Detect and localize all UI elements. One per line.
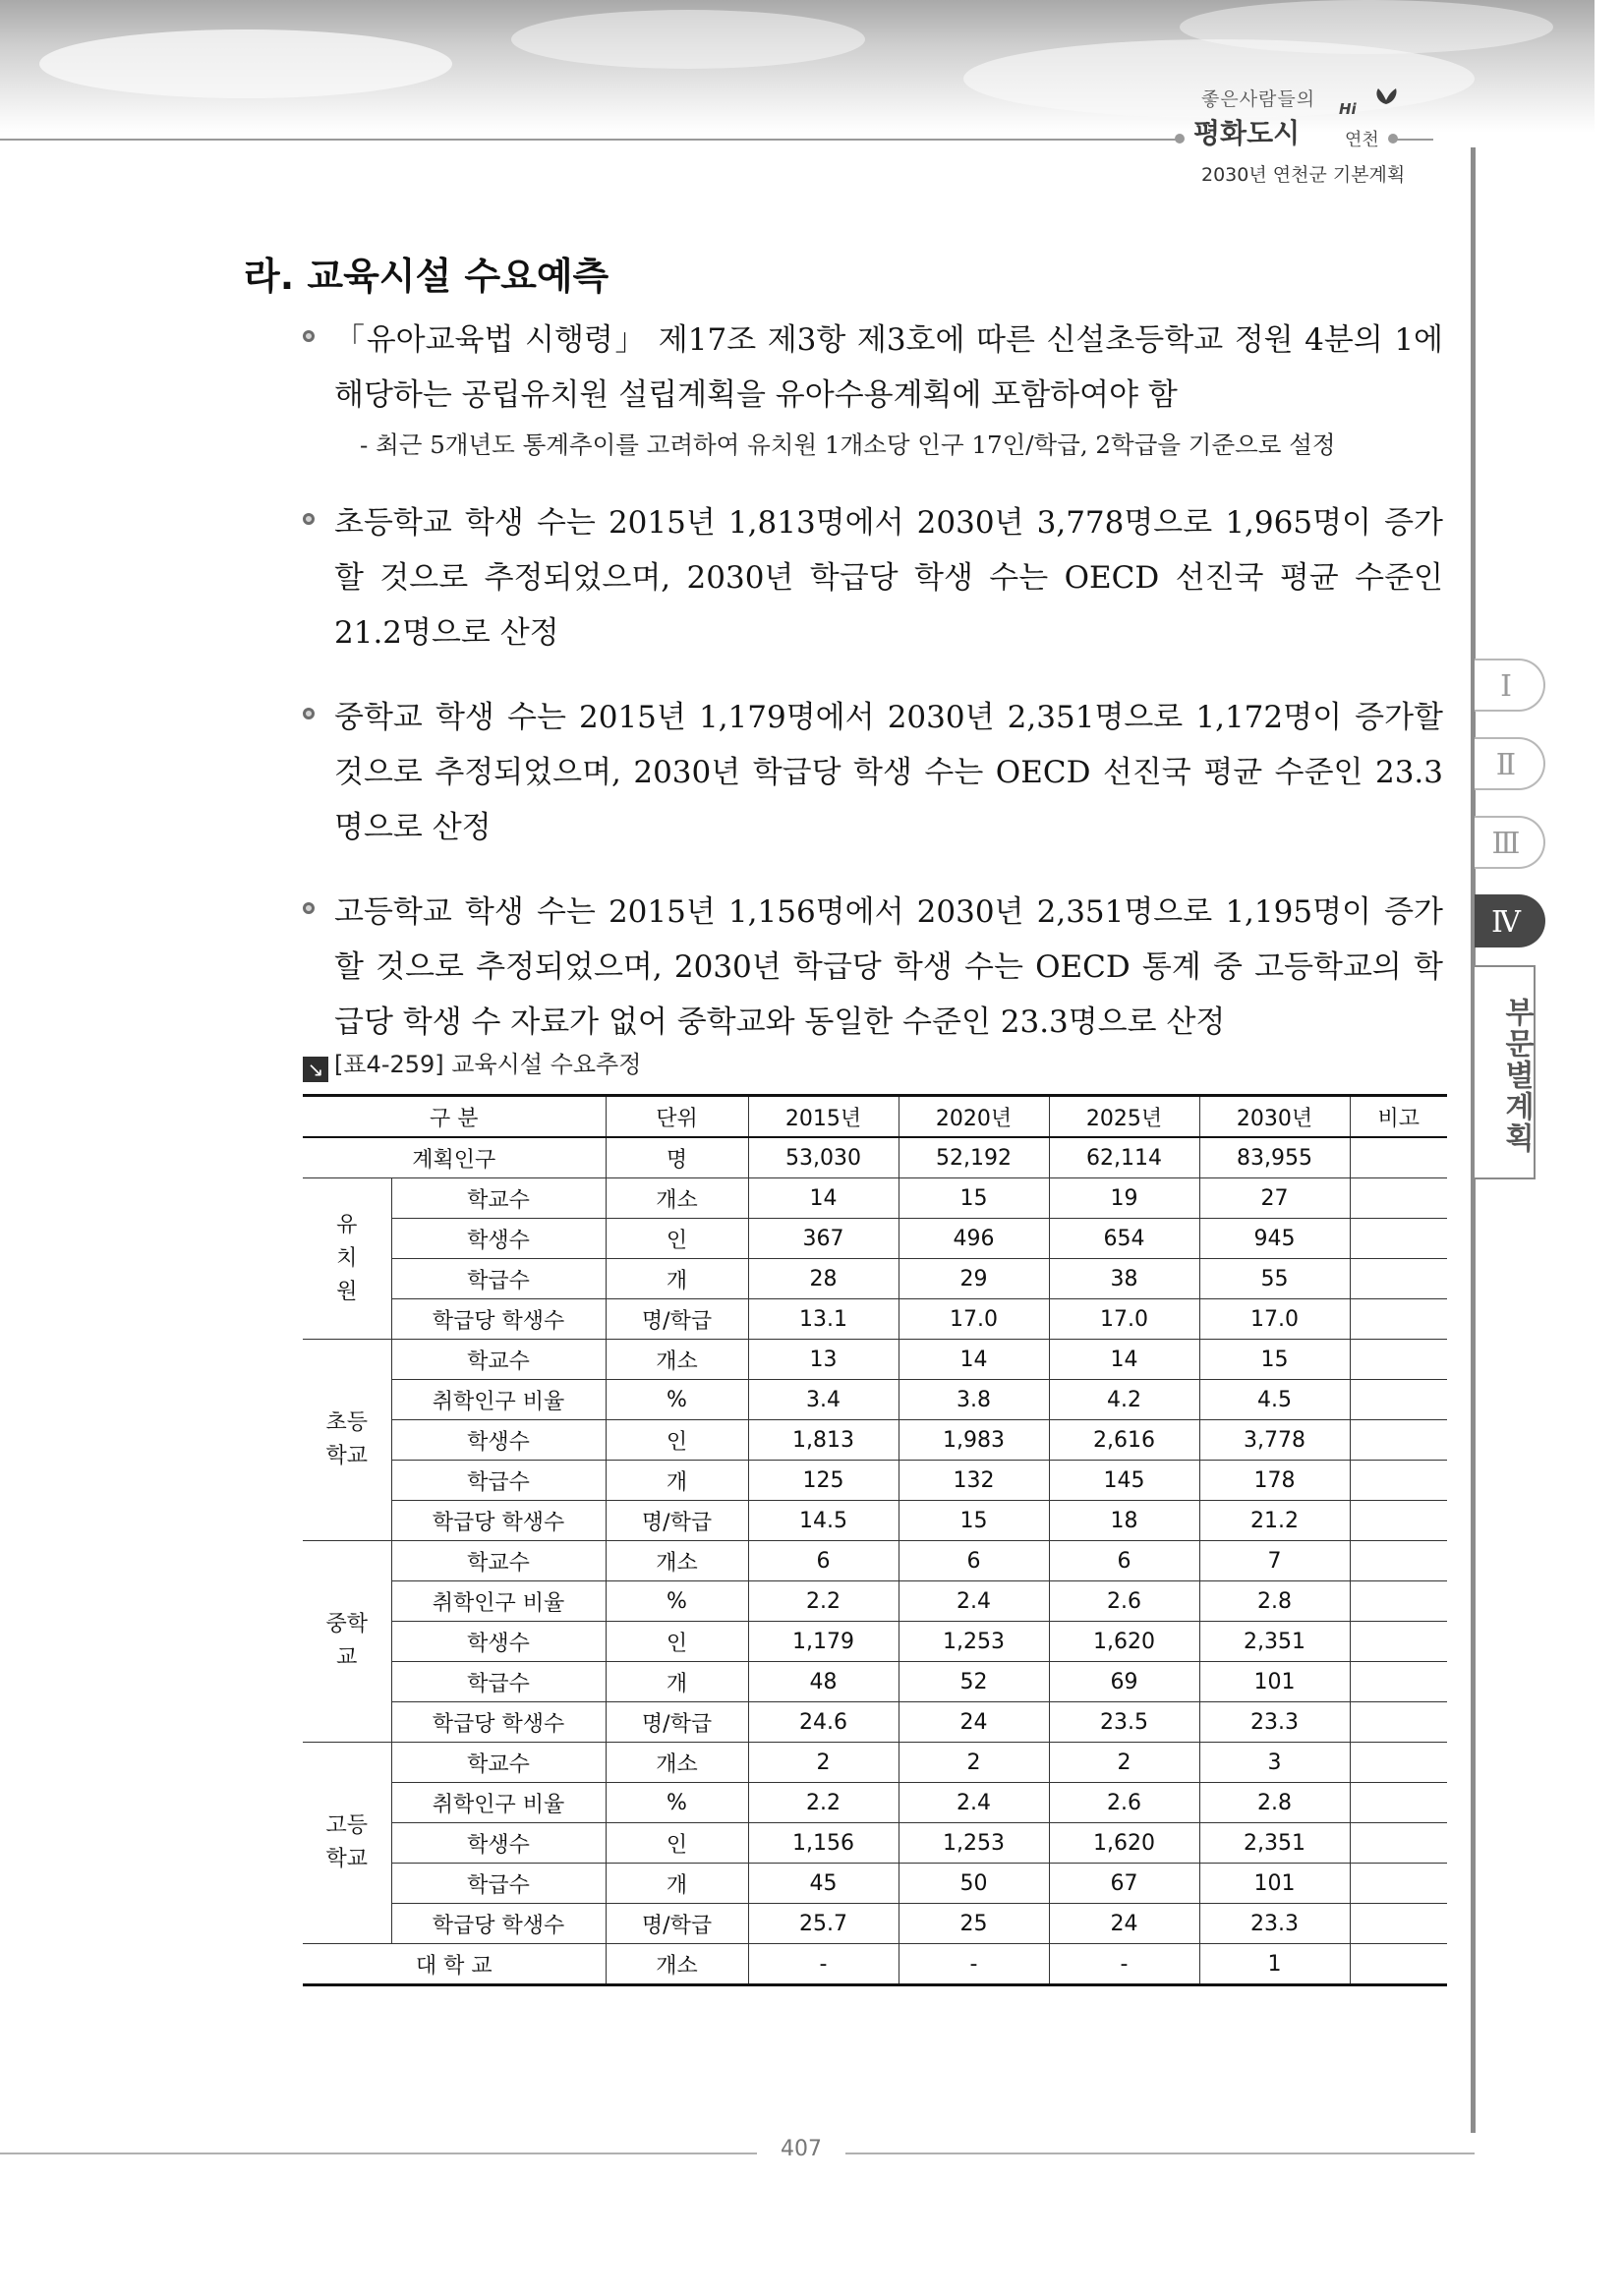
value-cell: 1,253 (899, 1823, 1049, 1864)
table-row (303, 1178, 1447, 1219)
value-cell: 14 (1049, 1340, 1199, 1380)
value-cell: 6 (748, 1541, 899, 1581)
row-label: 학생수 (391, 1219, 606, 1259)
note-cell (1350, 1622, 1447, 1662)
value-cell: 83,955 (1199, 1137, 1350, 1178)
note-cell (1350, 1461, 1447, 1501)
unit-cell: 인 (606, 1622, 748, 1662)
bullet-icon (303, 330, 315, 342)
bullet-text: 「유아교육법 시행령」 제17조 제3항 제3호에 따른 신설초등학교 정원 4분의 1에 해당하는 공립유치원 설립계획을 유아수용계획에 포함하여야 함 (334, 322, 1443, 413)
logo-city: 연천 (1345, 130, 1379, 150)
education-facility-table (303, 1094, 1447, 1986)
value-cell: 18 (1049, 1501, 1199, 1541)
value-cell: 15 (899, 1501, 1049, 1541)
value-cell: 28 (748, 1259, 899, 1299)
value-cell: 6 (899, 1541, 1049, 1581)
value-cell: 19 (1049, 1178, 1199, 1219)
note-cell (1350, 1340, 1447, 1380)
unit-cell: % (606, 1783, 748, 1823)
row-label: 학급당 학생수 (391, 1904, 606, 1944)
value-cell: 48 (748, 1662, 899, 1702)
value-cell: 50 (899, 1864, 1049, 1904)
unit-cell: % (606, 1581, 748, 1622)
note-cell (1350, 1783, 1447, 1823)
unit-cell: 개소 (606, 1541, 748, 1581)
bullet-item (303, 495, 1443, 660)
logo-title: 평화도시 (1193, 117, 1301, 149)
value-cell: 2,351 (1199, 1823, 1350, 1864)
value-cell: - (748, 1944, 899, 1985)
value-cell: - (899, 1944, 1049, 1985)
table-row (303, 1380, 1447, 1420)
row-label: 학교수 (391, 1541, 606, 1581)
value-cell: 1,813 (748, 1420, 899, 1461)
note-cell (1350, 1541, 1447, 1581)
value-cell: 13 (748, 1340, 899, 1380)
unit-cell: 인 (606, 1823, 748, 1864)
table-row (303, 1743, 1447, 1783)
column-header: 구 분 (303, 1096, 606, 1138)
cloud-decoration (511, 10, 865, 69)
table-row (303, 1864, 1447, 1904)
value-cell: 2,351 (1199, 1622, 1350, 1662)
column-header: 단위 (606, 1096, 748, 1138)
row-label: 학급수 (391, 1259, 606, 1299)
unit-cell: 개소 (606, 1178, 748, 1219)
value-cell: 69 (1049, 1662, 1199, 1702)
note-cell (1350, 1259, 1447, 1299)
note-cell (1350, 1380, 1447, 1420)
value-cell: 53,030 (748, 1137, 899, 1178)
unit-cell: 명/학급 (606, 1702, 748, 1743)
table-row (303, 1299, 1447, 1340)
unit-cell: 인 (606, 1219, 748, 1259)
row-label: 학급당 학생수 (391, 1702, 606, 1743)
value-cell: 178 (1199, 1461, 1350, 1501)
note-cell (1350, 1823, 1447, 1864)
unit-cell: 개 (606, 1662, 748, 1702)
tab-chapter-4[interactable]: Ⅳ (1475, 894, 1545, 947)
value-cell: 3.8 (899, 1380, 1049, 1420)
value-cell: 101 (1199, 1864, 1350, 1904)
document-subtitle: 2030년 연천군 기본계획 (1201, 164, 1406, 186)
table-caption-text: [표4-259] 교육시설 수요추정 (334, 1051, 642, 1078)
value-cell: 17.0 (899, 1299, 1049, 1340)
table-row (303, 1702, 1447, 1743)
value-cell: 7 (1199, 1541, 1350, 1581)
value-cell: 2.2 (748, 1581, 899, 1622)
bullet-subnote: - 최근 5개년도 통계추이를 고려하여 유치원 1개소당 인구 17인/학급, 2학급을 기준으로 설정 (360, 430, 1336, 459)
value-cell: 23.3 (1199, 1904, 1350, 1944)
value-cell: 496 (899, 1219, 1049, 1259)
value-cell: 24 (899, 1702, 1049, 1743)
unit-cell: 인 (606, 1420, 748, 1461)
unit-cell: 개소 (606, 1743, 748, 1783)
value-cell: - (1049, 1944, 1199, 1985)
table-caption (303, 1045, 641, 1082)
bullet-item (303, 885, 1443, 1050)
table-row (303, 1581, 1447, 1622)
value-cell: 2.8 (1199, 1581, 1350, 1622)
note-cell (1350, 1743, 1447, 1783)
value-cell: 21.2 (1199, 1501, 1350, 1541)
column-header: 2030년 (1199, 1096, 1350, 1138)
value-cell: 25.7 (748, 1904, 899, 1944)
tab-chapter-2[interactable]: Ⅱ (1475, 737, 1545, 790)
bullet-icon (303, 902, 315, 914)
column-header: 2015년 (748, 1096, 899, 1138)
value-cell: 654 (1049, 1219, 1199, 1259)
value-cell: 45 (748, 1864, 899, 1904)
row-label: 학급당 학생수 (391, 1299, 606, 1340)
note-cell (1350, 1420, 1447, 1461)
table-row (303, 1501, 1447, 1541)
value-cell: 1,620 (1049, 1622, 1199, 1662)
chapter-label: 부문별계획 (1475, 965, 1536, 1179)
value-cell: 29 (899, 1259, 1049, 1299)
butterfly-icon (1372, 85, 1400, 112)
value-cell: 3.4 (748, 1380, 899, 1420)
row-label: 학교수 (391, 1340, 606, 1380)
value-cell: 23.5 (1049, 1702, 1199, 1743)
cloud-decoration (39, 29, 452, 98)
row-label: 학급수 (391, 1662, 606, 1702)
row-label: 학생수 (391, 1823, 606, 1864)
column-header: 2020년 (899, 1096, 1049, 1138)
table-body (303, 1137, 1447, 1985)
value-cell: 2.4 (899, 1581, 1049, 1622)
note-cell (1350, 1178, 1447, 1219)
footer-rule (0, 2152, 757, 2154)
table-row (303, 1461, 1447, 1501)
row-label: 학급당 학생수 (391, 1501, 606, 1541)
table-row (303, 1783, 1447, 1823)
unit-cell: % (606, 1380, 748, 1420)
bullet-item (303, 690, 1443, 855)
value-cell: 14.5 (748, 1501, 899, 1541)
row-label: 학생수 (391, 1420, 606, 1461)
column-header: 2025년 (1049, 1096, 1199, 1138)
value-cell: 1,983 (899, 1420, 1049, 1461)
value-cell: 67 (1049, 1864, 1199, 1904)
value-cell: 945 (1199, 1219, 1350, 1259)
value-cell: 1,156 (748, 1823, 899, 1864)
unit-cell: 개 (606, 1864, 748, 1904)
value-cell: 367 (748, 1219, 899, 1259)
table-row (303, 1662, 1447, 1702)
cloud-decoration (1180, 0, 1553, 54)
bullet-text: 중학교 학생 수는 2015년 1,179명에서 2030년 2,351명으로 1,172명이 증가할 것으로 추정되었으며, 2030년 학급당 학생 수는 OECD 선진국 평균 수준인 23.3명으로 산정 (334, 700, 1443, 845)
bullet-icon (303, 513, 315, 525)
note-cell (1350, 1219, 1447, 1259)
table-row (303, 1944, 1447, 1985)
note-cell (1350, 1501, 1447, 1541)
value-cell: 125 (748, 1461, 899, 1501)
table-row (303, 1622, 1447, 1662)
value-cell: 2 (899, 1743, 1049, 1783)
table-row (303, 1823, 1447, 1864)
unit-cell: 명/학급 (606, 1501, 748, 1541)
group-label: 유 치 원 (303, 1178, 391, 1340)
value-cell: 3,778 (1199, 1420, 1350, 1461)
city-logo (1189, 79, 1416, 157)
bullet-item (303, 313, 1443, 466)
value-cell: 17.0 (1199, 1299, 1350, 1340)
bullet-icon (303, 708, 315, 719)
value-cell: 15 (899, 1178, 1049, 1219)
value-cell: 15 (1199, 1340, 1350, 1380)
header-rule-dot (1175, 134, 1185, 144)
value-cell: 52,192 (899, 1137, 1049, 1178)
footer-rule (845, 2152, 1475, 2154)
table-row (303, 1904, 1447, 1944)
value-cell: 55 (1199, 1259, 1350, 1299)
row-label: 계획인구 (303, 1137, 606, 1178)
unit-cell: 명/학급 (606, 1904, 748, 1944)
value-cell: 4.2 (1049, 1380, 1199, 1420)
bullet-list (303, 313, 1443, 1079)
table-row (303, 1420, 1447, 1461)
tab-chapter-3[interactable]: Ⅲ (1475, 816, 1545, 869)
tab-chapter-1[interactable]: Ⅰ (1475, 659, 1545, 712)
group-label: 초등 학교 (303, 1340, 391, 1541)
group-label: 고등 학교 (303, 1743, 391, 1944)
note-cell (1350, 1864, 1447, 1904)
group-label: 중학 교 (303, 1541, 391, 1743)
row-label: 학생수 (391, 1622, 606, 1662)
value-cell: 24.6 (748, 1702, 899, 1743)
header-rule (0, 139, 1182, 141)
unit-cell: 개 (606, 1259, 748, 1299)
arrow-icon: ↘ (303, 1057, 328, 1082)
table-row (303, 1541, 1447, 1581)
value-cell: 2,616 (1049, 1420, 1199, 1461)
table-row (303, 1259, 1447, 1299)
value-cell: 14 (899, 1340, 1049, 1380)
value-cell: 1 (1199, 1944, 1350, 1985)
row-label: 학교수 (391, 1743, 606, 1783)
row-label: 취학인구 비율 (391, 1380, 606, 1420)
value-cell: 14 (748, 1178, 899, 1219)
row-label: 취학인구 비율 (391, 1783, 606, 1823)
note-cell (1350, 1137, 1447, 1178)
unit-cell: 명/학급 (606, 1299, 748, 1340)
value-cell: 2.8 (1199, 1783, 1350, 1823)
note-cell (1350, 1702, 1447, 1743)
value-cell: 2.6 (1049, 1783, 1199, 1823)
value-cell: 62,114 (1049, 1137, 1199, 1178)
value-cell: 2.2 (748, 1783, 899, 1823)
logo-tagline: 좋은사람들의 (1201, 88, 1316, 110)
table-row (303, 1340, 1447, 1380)
row-label: 취학인구 비율 (391, 1581, 606, 1622)
value-cell: 13.1 (748, 1299, 899, 1340)
unit-cell: 명 (606, 1137, 748, 1178)
value-cell: 52 (899, 1662, 1049, 1702)
note-cell (1350, 1662, 1447, 1702)
table-header-row (303, 1096, 1447, 1138)
bullet-text: 초등학교 학생 수는 2015년 1,813명에서 2030년 3,778명으로 1,965명이 증가할 것으로 추정되었으며, 2030년 학급당 학생 수는 OECD 선진국 평균 수준인 21.2명으로 산정 (334, 505, 1443, 651)
table-row (303, 1219, 1447, 1259)
unit-cell: 개소 (606, 1944, 748, 1985)
row-label: 학급수 (391, 1461, 606, 1501)
value-cell: 24 (1049, 1904, 1199, 1944)
value-cell: 23.3 (1199, 1702, 1350, 1743)
value-cell: 2 (1049, 1743, 1199, 1783)
note-cell (1350, 1581, 1447, 1622)
value-cell: 145 (1049, 1461, 1199, 1501)
bullet-text: 고등학교 학생 수는 2015년 1,156명에서 2030년 2,351명으로 1,195명이 증가 할 것으로 추정되었으며, 2030년 학급당 학생 수는 OECD 통계 중 고등학교의 학급당 학생 수 자료가 없어 중학교와 동일한 수준인 23.3명으로 산정 (334, 894, 1443, 1040)
row-label: 학급수 (391, 1864, 606, 1904)
note-cell (1350, 1904, 1447, 1944)
value-cell: 3 (1199, 1743, 1350, 1783)
row-label: 학교수 (391, 1178, 606, 1219)
value-cell: 1,179 (748, 1622, 899, 1662)
table-row (303, 1137, 1447, 1178)
logo-hi: Hi (1339, 100, 1357, 118)
row-label: 대 학 교 (303, 1944, 606, 1985)
value-cell: 25 (899, 1904, 1049, 1944)
value-cell: 6 (1049, 1541, 1199, 1581)
value-cell: 1,620 (1049, 1823, 1199, 1864)
value-cell: 101 (1199, 1662, 1350, 1702)
value-cell: 132 (899, 1461, 1049, 1501)
value-cell: 2 (748, 1743, 899, 1783)
column-header: 비고 (1350, 1096, 1447, 1138)
value-cell: 4.5 (1199, 1380, 1350, 1420)
value-cell: 2.6 (1049, 1581, 1199, 1622)
unit-cell: 개 (606, 1461, 748, 1501)
unit-cell: 개소 (606, 1340, 748, 1380)
value-cell: 2.4 (899, 1783, 1049, 1823)
note-cell (1350, 1299, 1447, 1340)
section-title: 라. 교육시설 수요예측 (244, 255, 609, 298)
value-cell: 27 (1199, 1178, 1350, 1219)
value-cell: 1,253 (899, 1622, 1049, 1662)
note-cell (1350, 1944, 1447, 1985)
value-cell: 38 (1049, 1259, 1199, 1299)
value-cell: 17.0 (1049, 1299, 1199, 1340)
page-number: 407 (781, 2137, 822, 2161)
